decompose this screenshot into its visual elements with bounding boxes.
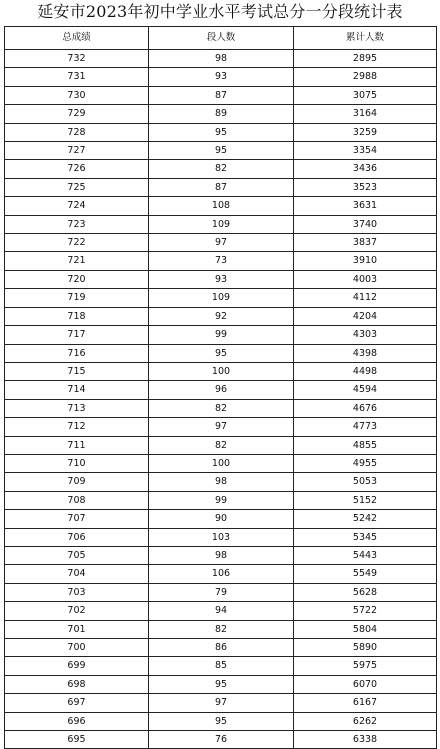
cell-cumulative-count: 3837 [294,234,437,252]
cell-cumulative-count: 5152 [294,491,437,509]
cell-segment-count: 82 [149,160,294,178]
table-row [5,381,437,399]
table-row [5,105,437,123]
table-row [5,418,437,436]
table-row [5,289,437,307]
cell-segment-count: 98 [149,473,294,491]
cell-total-score: 718 [5,307,149,325]
cell-total-score: 714 [5,381,149,399]
cell-segment-count: 95 [149,712,294,730]
cell-cumulative-count: 4498 [294,362,437,380]
table-row [5,436,437,454]
cell-cumulative-count: 5628 [294,583,437,601]
table-row [5,50,437,68]
cell-total-score: 701 [5,620,149,638]
cell-total-score: 702 [5,602,149,620]
cell-total-score: 725 [5,178,149,196]
cell-total-score: 706 [5,528,149,546]
cell-total-score: 728 [5,123,149,141]
table-row [5,197,437,215]
cell-cumulative-count: 6167 [294,694,437,712]
cell-cumulative-count: 5975 [294,657,437,675]
cell-segment-count: 95 [149,123,294,141]
column-header-total-score: 总成绩 [5,27,149,50]
cell-cumulative-count: 6070 [294,675,437,693]
cell-cumulative-count: 3075 [294,86,437,104]
cell-segment-count: 99 [149,491,294,509]
cell-cumulative-count: 3354 [294,142,437,160]
cell-segment-count: 95 [149,142,294,160]
table-row [5,68,437,86]
cell-total-score: 726 [5,160,149,178]
cell-total-score: 715 [5,362,149,380]
cell-segment-count: 108 [149,197,294,215]
table-row [5,307,437,325]
cell-segment-count: 109 [149,215,294,233]
table-row [5,602,437,620]
cell-segment-count: 99 [149,326,294,344]
cell-total-score: 695 [5,731,149,749]
cell-cumulative-count: 4676 [294,399,437,417]
cell-total-score: 723 [5,215,149,233]
table-row [5,491,437,509]
cell-total-score: 712 [5,418,149,436]
column-header-segment-count: 段人数 [149,27,294,50]
cell-cumulative-count: 4303 [294,326,437,344]
cell-segment-count: 100 [149,454,294,472]
table-row [5,694,437,712]
cell-segment-count: 93 [149,68,294,86]
cell-total-score: 708 [5,491,149,509]
cell-total-score: 721 [5,252,149,270]
cell-segment-count: 96 [149,381,294,399]
table-header-row [5,27,437,50]
cell-segment-count: 95 [149,344,294,362]
cell-segment-count: 92 [149,307,294,325]
table-row [5,234,437,252]
cell-total-score: 716 [5,344,149,362]
cell-cumulative-count: 5443 [294,546,437,564]
table-row [5,712,437,730]
cell-segment-count: 97 [149,418,294,436]
cell-cumulative-count: 5242 [294,510,437,528]
cell-cumulative-count: 5549 [294,565,437,583]
cell-total-score: 729 [5,105,149,123]
cell-total-score: 711 [5,436,149,454]
table-row [5,620,437,638]
cell-cumulative-count: 4955 [294,454,437,472]
cell-segment-count: 82 [149,436,294,454]
cell-total-score: 722 [5,234,149,252]
cell-segment-count: 100 [149,362,294,380]
score-table-container [4,26,436,749]
table-row [5,528,437,546]
cell-total-score: 724 [5,197,149,215]
table-row [5,326,437,344]
table-row [5,565,437,583]
cell-segment-count: 76 [149,731,294,749]
cell-total-score: 730 [5,86,149,104]
cell-total-score: 699 [5,657,149,675]
cell-segment-count: 87 [149,178,294,196]
cell-cumulative-count: 4204 [294,307,437,325]
cell-segment-count: 94 [149,602,294,620]
cell-cumulative-count: 3436 [294,160,437,178]
cell-segment-count: 93 [149,270,294,288]
cell-segment-count: 103 [149,528,294,546]
table-row [5,657,437,675]
cell-cumulative-count: 3631 [294,197,437,215]
cell-total-score: 703 [5,583,149,601]
table-row [5,270,437,288]
cell-total-score: 727 [5,142,149,160]
table-row [5,510,437,528]
cell-cumulative-count: 5345 [294,528,437,546]
cell-segment-count: 90 [149,510,294,528]
cell-cumulative-count: 5722 [294,602,437,620]
cell-segment-count: 82 [149,399,294,417]
cell-segment-count: 97 [149,694,294,712]
table-row [5,86,437,104]
cell-total-score: 720 [5,270,149,288]
cell-total-score: 719 [5,289,149,307]
cell-segment-count: 106 [149,565,294,583]
cell-cumulative-count: 4773 [294,418,437,436]
cell-segment-count: 82 [149,620,294,638]
table-row [5,160,437,178]
cell-total-score: 707 [5,510,149,528]
cell-total-score: 700 [5,639,149,657]
cell-cumulative-count: 4003 [294,270,437,288]
cell-cumulative-count: 4594 [294,381,437,399]
table-body [5,50,437,749]
table-row [5,142,437,160]
table-row [5,731,437,749]
cell-segment-count: 79 [149,583,294,601]
cell-total-score: 717 [5,326,149,344]
table-row [5,123,437,141]
cell-cumulative-count: 3740 [294,215,437,233]
table-row [5,252,437,270]
cell-segment-count: 109 [149,289,294,307]
table-row [5,399,437,417]
table-row [5,583,437,601]
cell-cumulative-count: 5890 [294,639,437,657]
table-row [5,215,437,233]
cell-cumulative-count: 4112 [294,289,437,307]
cell-total-score: 710 [5,454,149,472]
cell-total-score: 698 [5,675,149,693]
table-row [5,454,437,472]
cell-segment-count: 97 [149,234,294,252]
cell-segment-count: 98 [149,546,294,564]
cell-cumulative-count: 6262 [294,712,437,730]
cell-total-score: 709 [5,473,149,491]
cell-cumulative-count: 3910 [294,252,437,270]
table-row [5,473,437,491]
cell-cumulative-count: 5804 [294,620,437,638]
cell-cumulative-count: 4398 [294,344,437,362]
cell-segment-count: 89 [149,105,294,123]
cell-total-score: 697 [5,694,149,712]
cell-segment-count: 86 [149,639,294,657]
cell-cumulative-count: 2988 [294,68,437,86]
cell-cumulative-count: 6338 [294,731,437,749]
cell-total-score: 732 [5,50,149,68]
cell-cumulative-count: 3523 [294,178,437,196]
table-row [5,178,437,196]
cell-segment-count: 98 [149,50,294,68]
cell-segment-count: 85 [149,657,294,675]
cell-segment-count: 73 [149,252,294,270]
cell-total-score: 696 [5,712,149,730]
document-title: 延安市2023年初中学业水平考试总分一分段统计表 [37,2,403,21]
cell-segment-count: 95 [149,675,294,693]
table-row [5,344,437,362]
cell-segment-count: 87 [149,86,294,104]
cell-cumulative-count: 5053 [294,473,437,491]
table-row [5,362,437,380]
cell-total-score: 705 [5,546,149,564]
cell-total-score: 704 [5,565,149,583]
cell-cumulative-count: 4855 [294,436,437,454]
cell-cumulative-count: 3164 [294,105,437,123]
table-row [5,639,437,657]
table-row [5,546,437,564]
column-header-cumulative-count: 累计人数 [294,27,437,50]
table-row [5,675,437,693]
cell-cumulative-count: 3259 [294,123,437,141]
cell-total-score: 731 [5,68,149,86]
cell-total-score: 713 [5,399,149,417]
score-distribution-table [4,26,437,749]
cell-cumulative-count: 2895 [294,50,437,68]
